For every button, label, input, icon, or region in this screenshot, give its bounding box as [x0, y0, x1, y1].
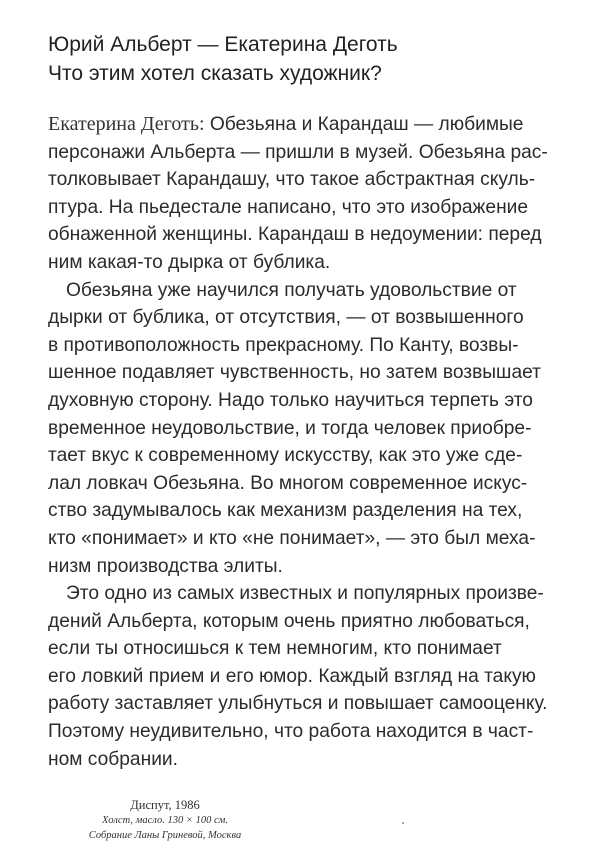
- artwork-collection: Собрание Ланы Гриневой, Москва: [88, 830, 242, 841]
- paragraph-2: [48, 277, 578, 581]
- paragraph-line: работу заставляет улыбнуться и повышает самооценку.: [48, 693, 548, 715]
- paragraph-line: лал ловкач Обезьяна. Во многом современное искус-: [48, 472, 528, 494]
- paragraph-line: кто «понимает» и кто «не понимает», — это был меха-: [48, 527, 536, 549]
- paragraph-line: ним какая-то дырка от бублика.: [48, 251, 331, 273]
- paragraph-line: шенное подавляет чувственность, но затем возвышает: [48, 362, 541, 384]
- artwork-title: Диспут, 1986: [130, 798, 200, 812]
- paragraph-line: духовную сторону. Надо только научиться терпеть это: [48, 389, 533, 411]
- paragraph-1: [48, 111, 578, 277]
- article-body: [48, 111, 578, 773]
- print-speck: [402, 822, 404, 824]
- paragraph-1-line-1-text: Обезьяна и Карандаш — любимые: [204, 114, 524, 135]
- artwork-caption: [0, 797, 330, 843]
- header-question: Что этим хотел сказать художник?: [48, 62, 382, 85]
- paragraph-line: Это одно из самых известных и популярных произве-: [66, 583, 544, 605]
- paragraph-line: временное неудовольствие, и тогда человек приобре-: [48, 417, 532, 439]
- paragraph-line: дений Альберта, которым очень приятно любоваться,: [48, 610, 530, 632]
- paragraph-line: Обезьяна уже научился получать удовольствие от: [66, 279, 517, 301]
- paragraph-line: если ты относишься к тем немногим, кто понимает: [48, 638, 502, 660]
- paragraph-line: тает вкус к современному искусству, как это уже сде-: [48, 445, 523, 467]
- paragraph-3: [48, 580, 578, 773]
- header-authors: Юрий Альберт — Екатерина Деготь: [48, 33, 398, 56]
- paragraph-line: его ловкий прием и его юмор. Каждый взгляд на такую: [48, 665, 536, 687]
- paragraph-line: дырки от бублика, от отсутствия, — от возвышенного: [48, 307, 524, 329]
- speaker-name: Екатерина Деготь:: [48, 113, 205, 135]
- paragraph-line: Поэтому неудивительно, что работа находится в част-: [48, 721, 534, 743]
- paragraph-1-line-1: [48, 111, 578, 139]
- section-header: [48, 30, 398, 88]
- paragraph-line: ном собрании.: [48, 748, 178, 770]
- paragraph-line: низм производства элиты.: [48, 555, 283, 577]
- paragraph-line: обнаженной женщины. Карандаш в недоумении: перед: [48, 224, 542, 246]
- paragraph-line: птура. На пьедестале написано, что это изображение: [48, 196, 529, 218]
- paragraph-line: в противоположность прекрасному. По Канту, возвы-: [48, 334, 519, 356]
- artwork-medium: Холст, масло. 130 × 100 см.: [102, 815, 228, 826]
- paragraph-line: персонажи Альберта — пришли в музей. Обезьяна рас-: [48, 141, 548, 163]
- paragraph-line: ство задумывалось как механизм разделения на тех,: [48, 500, 523, 522]
- paragraph-line: толковывает Карандашу, что такое абстрактная скуль-: [48, 169, 536, 191]
